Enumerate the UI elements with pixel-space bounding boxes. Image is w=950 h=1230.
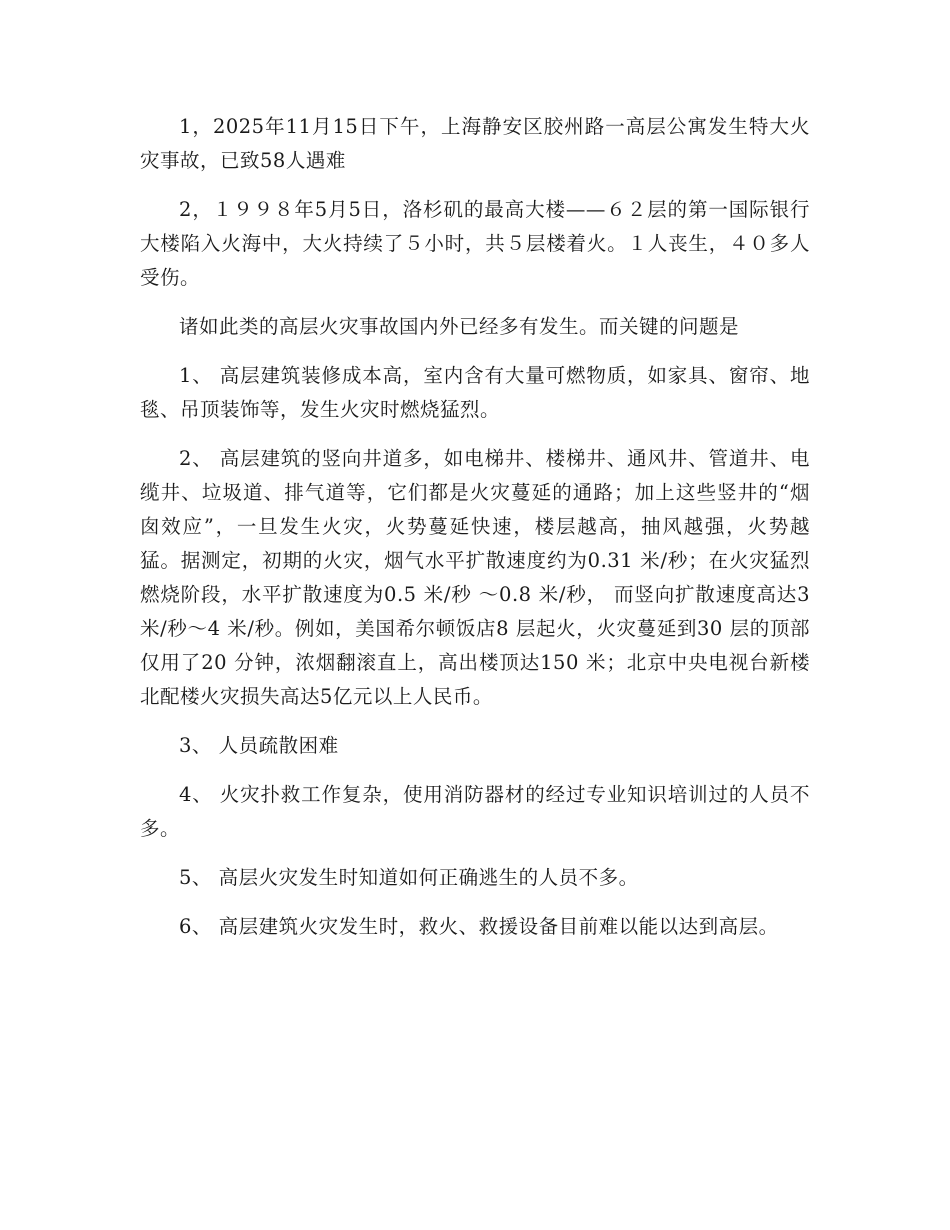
paragraph-los-angeles-fire: 2，１９９８年5月5日，洛杉矶的最高大楼——６２层的第一国际银行大楼陷入火海中，大火持续了５小时，共５层楼着火。１人丧生，４０多人受伤。 xyxy=(140,198,810,289)
paragraph-point-2: 2、 高层建筑的竖向井道多，如电梯井、楼梯井、通风井、管道井、电缆井、垃圾道、排气道等，它们都是火灾蔓延的通路；加上这些竖井的“烟囱效应”，一旦发生火灾，火势蔓延快速，楼层越高，抽风越强，火势越猛。据测定，初期的火灾，烟气水平扩散速度约为0.31 米/秒；在火灾猛烈燃烧阶段，水平扩散速度为0.5 米/秒 ～0.8 米/秒， 而竖向扩散速度高达3米/秒～4 米/秒。例如，美国希尔顿饭店8 层起火，火灾蔓延到30 层的顶部仅用了20 分钟，浓烟翻滚直上，高出楼顶达150 米；北京中央电视台新楼北配楼火灾损失高达5亿元以上人民币。 xyxy=(140,447,810,708)
paragraph-point-4: 4、 火灾扑救工作复杂，使用消防器材的经过专业知识培训过的人员不多。 xyxy=(140,783,810,840)
paragraph-point-6: 6、 高层建筑火灾发生时，救火、救援设备目前难以能以达到高层。 xyxy=(179,915,779,938)
paragraph-point-5: 5、 高层火灾发生时知道如何正确逃生的人员不多。 xyxy=(179,866,639,889)
document-body xyxy=(140,110,810,959)
paragraph-shanghai-fire: 1，2025年11月15日下午，上海静安区胶州路一高层公寓发生特大火灾事故，已致58人遇难 xyxy=(140,115,810,172)
paragraph-point-1: 1、 高层建筑装修成本高，室内含有大量可燃物质，如家具、窗帘、地毯、吊顶装饰等，发生火灾时燃烧猛烈。 xyxy=(140,364,810,421)
paragraph-key-issues-intro: 诸如此类的高层火灾事故国内外已经多有发生。而关键的问题是 xyxy=(179,315,740,338)
paragraph-point-3: 3、 人员疏散困难 xyxy=(179,734,339,757)
